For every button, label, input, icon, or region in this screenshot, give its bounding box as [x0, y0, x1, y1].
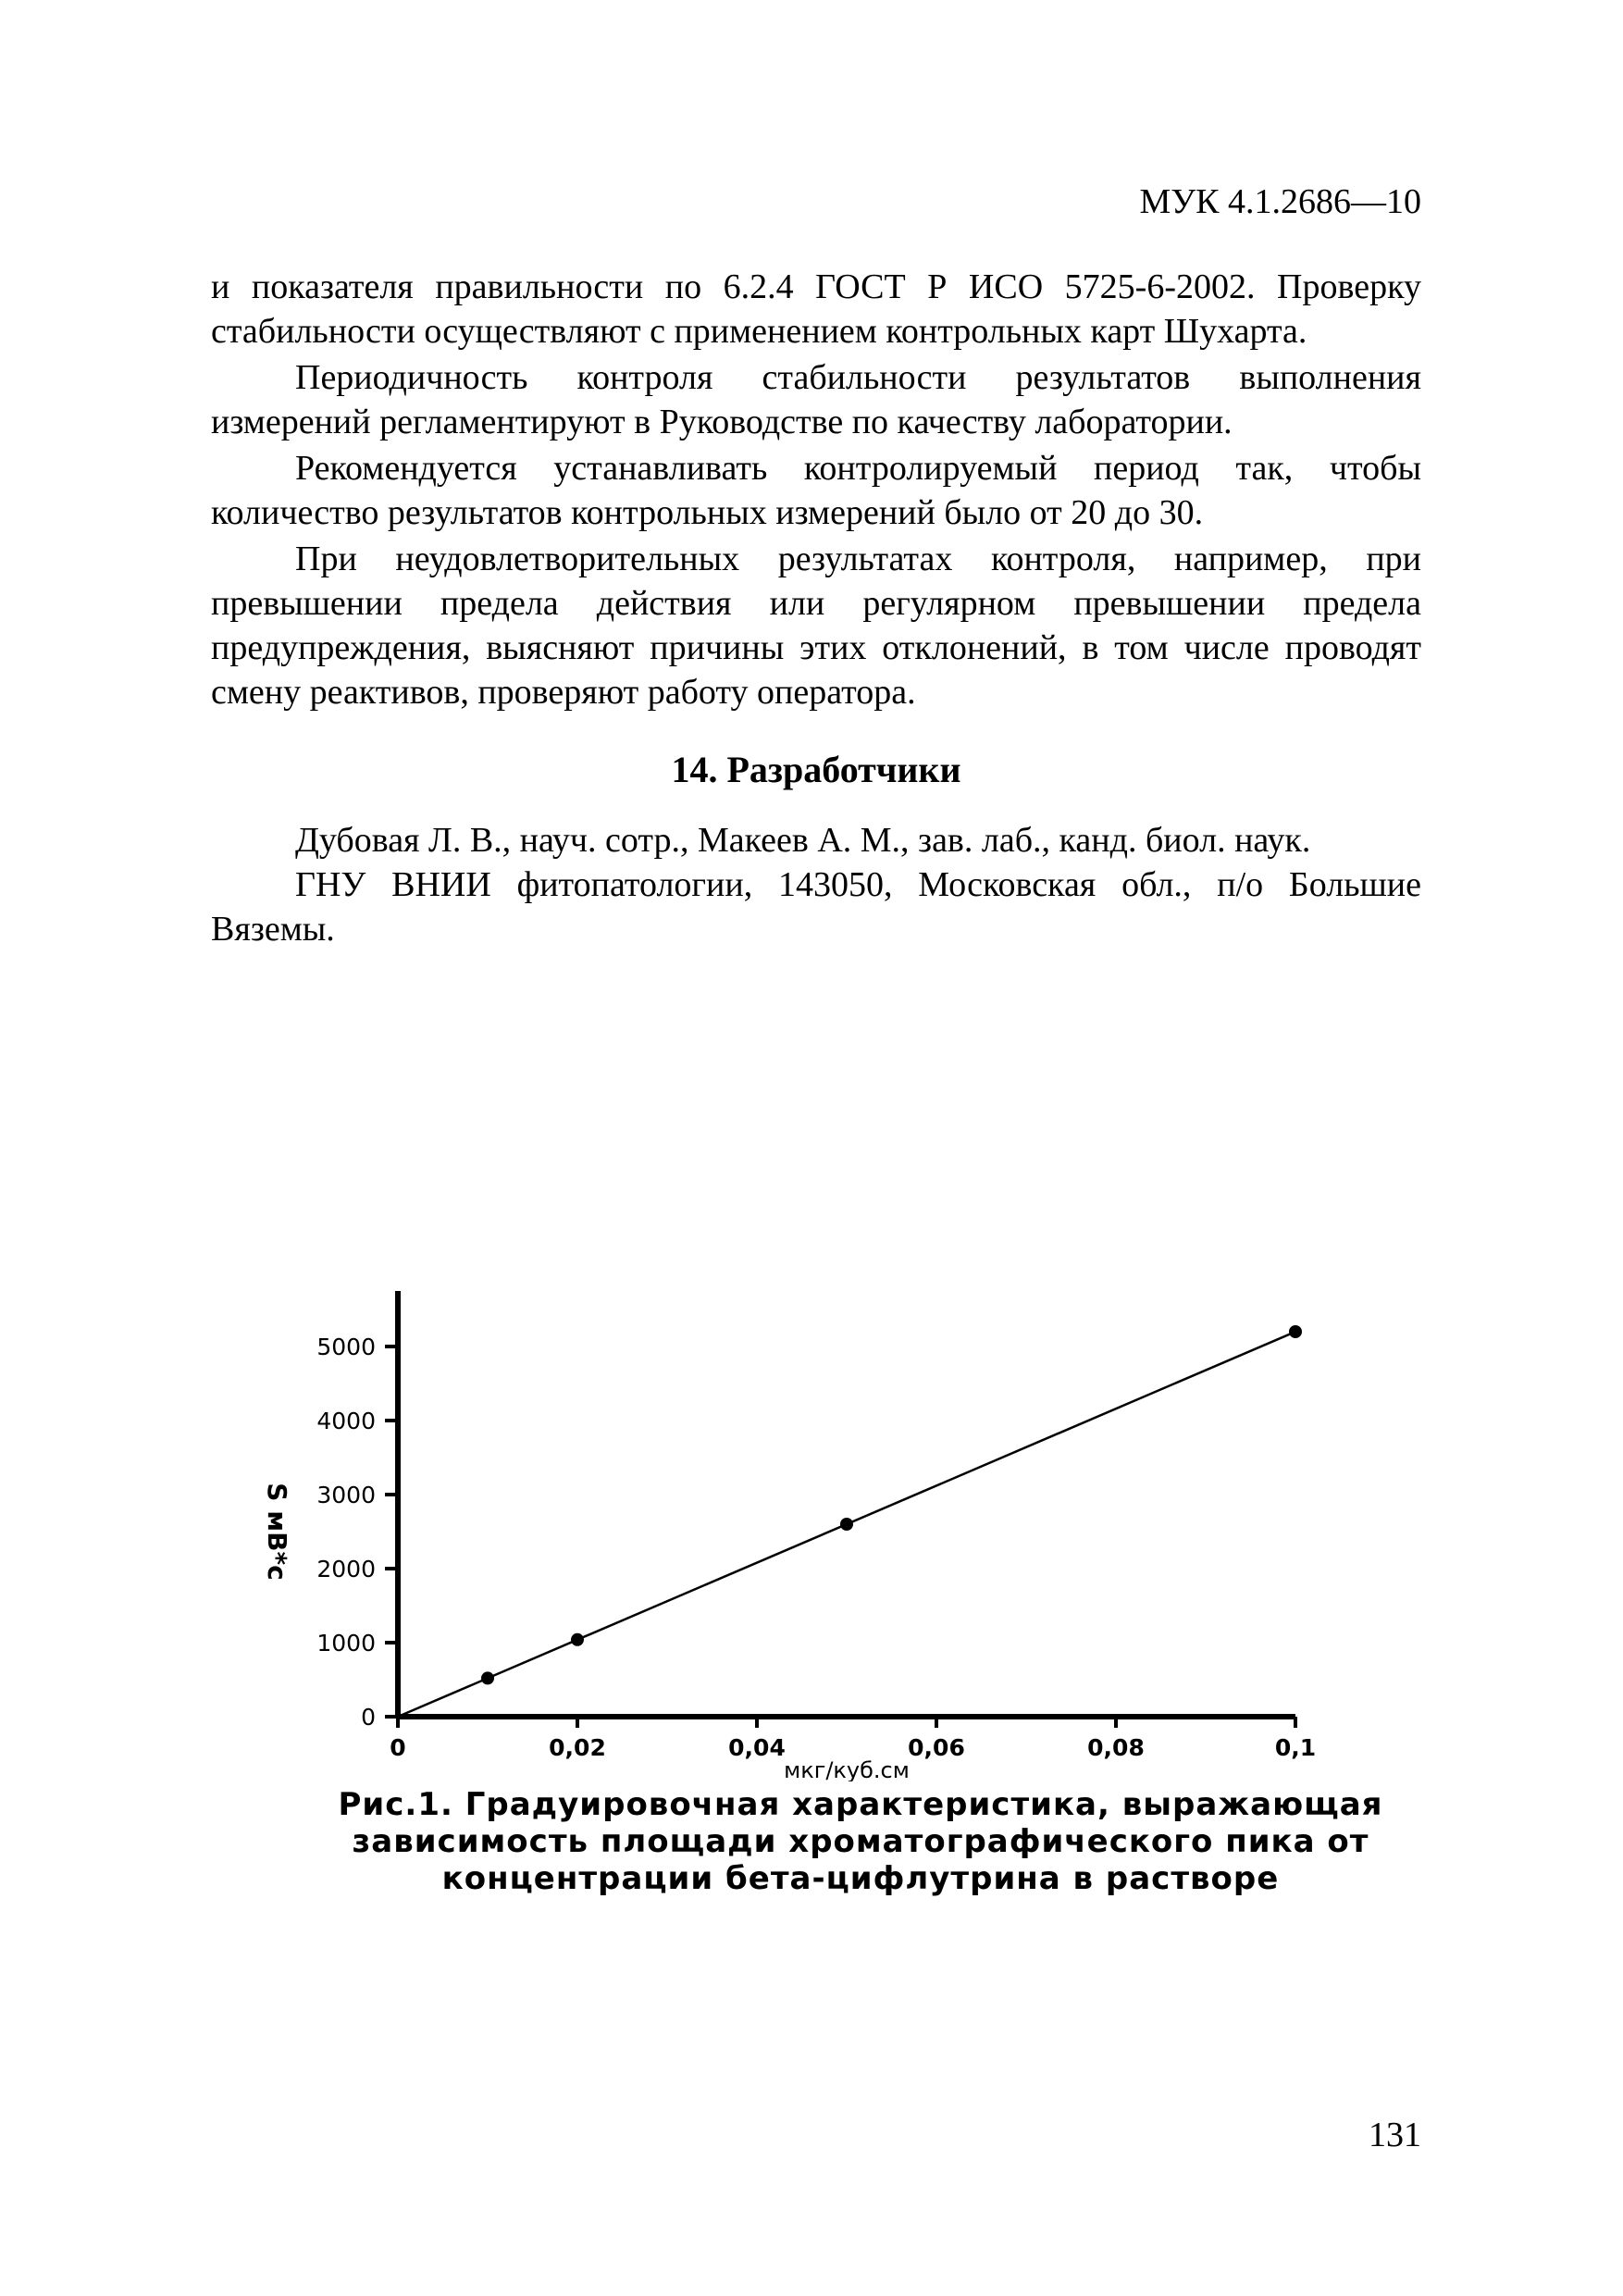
- paragraph-3: Рекомендуется устанавливать контролируемый период так, чтобы количество результатов контрольных измерений было от 20 до 30.: [211, 449, 1421, 532]
- data-point: [840, 1518, 853, 1531]
- y-tick-label: 4000: [316, 1408, 376, 1434]
- calibration-chart: [213, 1263, 1351, 1781]
- chart-ticks: [316, 1334, 1316, 1761]
- chart-axes: [398, 1291, 1295, 1717]
- y-tick-label: 0: [361, 1704, 376, 1731]
- y-tick-label: 2000: [316, 1556, 376, 1582]
- section-title: 14. Разработчики: [671, 749, 961, 790]
- body-text: [211, 265, 1421, 714]
- paragraph-4: При неудовлетворительных результатах контроля, например, при превышении предела действия или регулярном превышении предела предупреждения, выясняют причины этих отклонений, в том числе проводят смену реактивов, проверяют работу оператора.: [211, 540, 1421, 712]
- y-tick-label: 1000: [316, 1630, 376, 1657]
- x-tick-label: 0,04: [728, 1734, 786, 1761]
- y-axis-label: S мВ*с: [262, 1483, 292, 1581]
- y-tick-label: 3000: [316, 1482, 376, 1508]
- data-point: [481, 1671, 494, 1684]
- paragraph-2: Периодичность контроля стабильности результатов выполнения измерений регламентируют в Руководстве по качеству лаборатории.: [211, 358, 1421, 441]
- x-tick-label: 0,1: [1274, 1734, 1317, 1761]
- x-tick-label: 0: [390, 1734, 406, 1761]
- document-code: МУК 4.1.2686—10: [1139, 182, 1421, 221]
- chart-series: [398, 1325, 1302, 1717]
- x-tick-label: 0,02: [549, 1734, 606, 1761]
- paragraph-1: и показателя правильности по 6.2.4 ГОСТ Р ИСО 5725-6-2002. Проверку стабильности осуществляют с применением контрольных карт Шухарта.: [211, 267, 1421, 351]
- developers-block: [211, 818, 1421, 951]
- data-point: [1289, 1325, 1302, 1338]
- page-number: 131: [1369, 2116, 1421, 2154]
- y-tick-label: 5000: [316, 1334, 376, 1360]
- data-point: [571, 1633, 584, 1646]
- x-tick-label: 0,08: [1087, 1734, 1145, 1761]
- x-axis-label: мкг/куб.см: [784, 1757, 910, 1781]
- x-tick-label: 0,06: [908, 1734, 965, 1761]
- figure-caption: Рис.1. Градуировочная характеристика, выражающая зависимость площади хроматографического пика от концентрации бета-цифлутрина в растворе: [338, 1786, 1383, 1897]
- developers-organization: ГНУ ВНИИ фитопатологии, 143050, Московская обл., п/о Большие Вяземы.: [211, 865, 1421, 949]
- developers-names: Дубовая Л. В., науч. сотр., Макеев А. М., зав. лаб., канд. биол. наук.: [295, 821, 1311, 860]
